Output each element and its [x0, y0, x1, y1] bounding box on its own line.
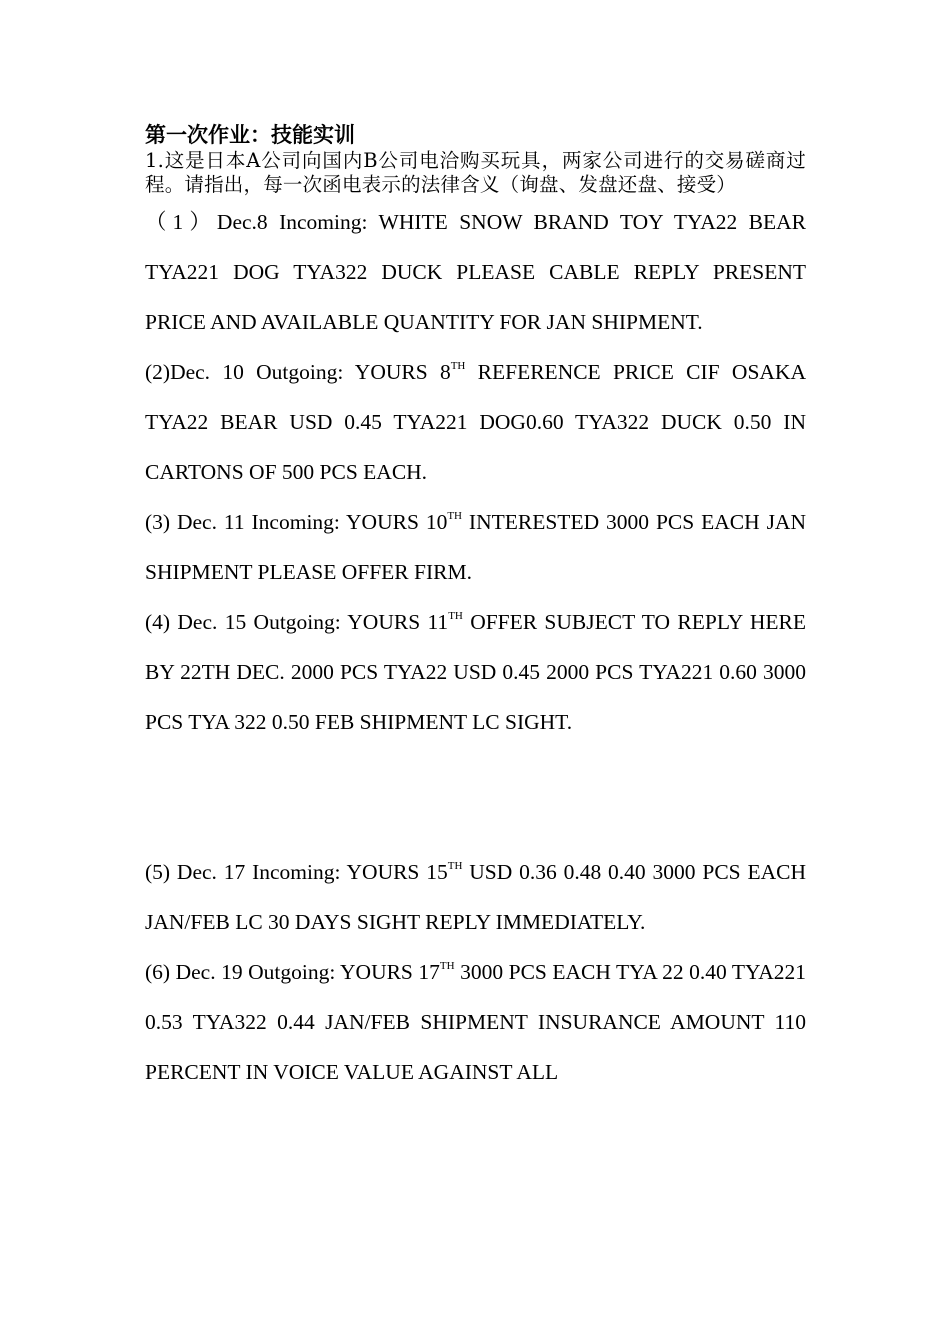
- message-2-body: REFERENCE PRICE CIF OSAKA TYA22 BEAR USD 0.45 TYA221 DOG0.60 TYA322 DUCK 0.50 IN CARTONS OF 500 PCS EACH.: [145, 360, 806, 484]
- message-5-body: USD 0.36 0.48 0.40 3000 PCS EACH JAN/FEB LC 30 DAYS SIGHT REPLY IMMEDIATELY.: [145, 860, 806, 934]
- document-title: 第一次作业：技能实训: [145, 123, 355, 147]
- blank-space: [145, 747, 806, 847]
- message-6: [145, 947, 806, 1097]
- message-1: [145, 197, 806, 347]
- message-2: [145, 347, 806, 497]
- ordinal-suffix: TH: [447, 859, 463, 872]
- assignment-instructions: 1.这是日本A公司向国内B公司电洽购买玩具，两家公司进行的交易磋商过程。请指出，每一次函电表示的法律含义（询盘、发盘还盘、接受）: [145, 149, 806, 196]
- message-5: [145, 847, 806, 947]
- message-3: [145, 497, 806, 597]
- ordinal-suffix: TH: [447, 509, 462, 522]
- message-3-body: INTERESTED 3000 PCS EACH JAN SHIPMENT PLEASE OFFER FIRM.: [145, 510, 806, 584]
- message-4: [145, 597, 806, 747]
- ordinal-suffix: TH: [439, 959, 455, 972]
- message-4-body: OFFER SUBJECT TO REPLY HERE BY 22TH DEC. 2000 PCS TYA22 USD 0.45 2000 PCS TYA221 0.60 3000 PCS TYA 322 0.50 FEB SHIPMENT LC SIGHT.: [145, 610, 806, 734]
- message-6-body: 3000 PCS EACH TYA 22 0.40 TYA221 0.53 TYA322 0.44 JAN/FEB SHIPMENT INSURANCE AMOUNT 110 PERCENT IN VOICE VALUE AGAINST ALL: [145, 960, 806, 1084]
- message-4-lead: (4) Dec. 15 Outgoing: YOURS 11: [145, 610, 449, 634]
- message-6-lead: (6) Dec. 19 Outgoing: YOURS 17: [145, 960, 440, 984]
- ordinal-suffix: TH: [450, 359, 466, 372]
- ordinal-suffix: TH: [448, 609, 463, 622]
- document-body: [145, 122, 806, 1097]
- message-2-lead: (2)Dec. 10 Outgoing: YOURS 8: [145, 360, 451, 384]
- message-1-text: （1）Dec.8 Incoming: WHITE SNOW BRAND TOY TYA22 BEAR TYA221 DOG TYA322 DUCK PLEASE CABLE REPLY PRESENT PRICE AND AVAILABLE QUANTITY FOR JAN SHIPMENT.: [145, 210, 806, 334]
- message-5-lead: (5) Dec. 17 Incoming: YOURS 15: [145, 860, 448, 884]
- message-3-lead: (3) Dec. 11 Incoming: YOURS 10: [145, 510, 448, 534]
